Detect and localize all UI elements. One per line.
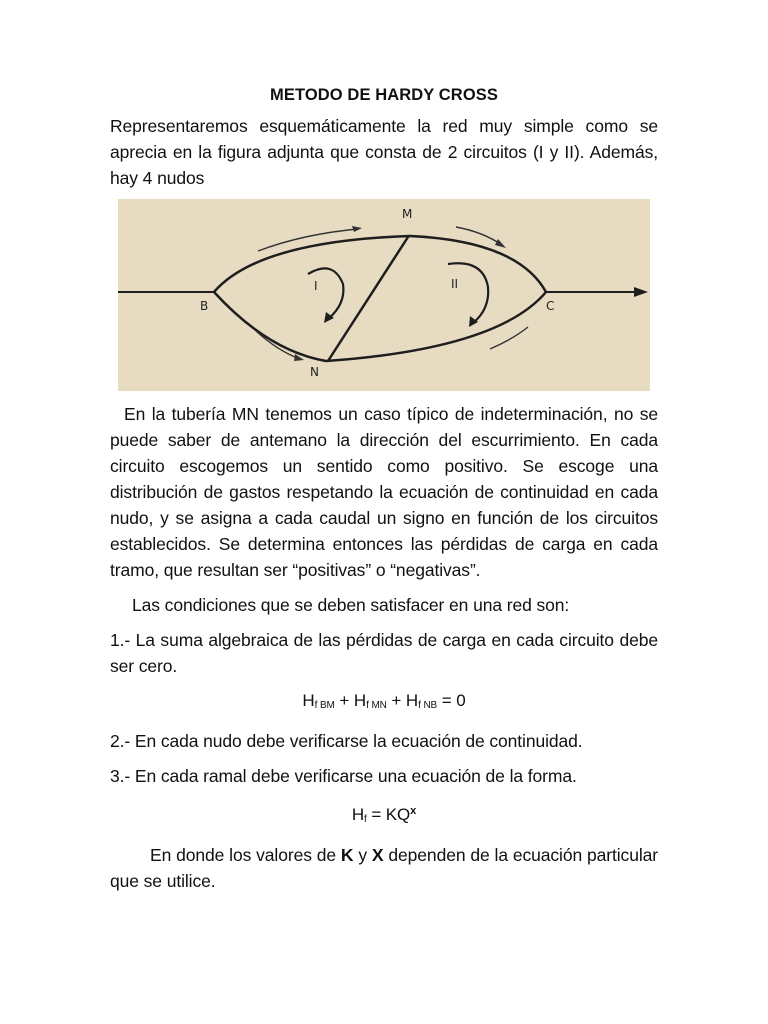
- network-figure: [118, 199, 650, 391]
- outlet-arrowhead: [634, 287, 648, 297]
- lower-pipe: [214, 292, 546, 361]
- conditions-intro: Las condiciones que se deben satisfacer en una red son:: [132, 595, 570, 615]
- pipe-mn: [328, 237, 408, 361]
- node-b-label: B: [200, 299, 209, 313]
- indeterminacy-paragraph: En la tubería MN tenemos un caso típico de indeterminación, no se puede saber de antemano la dirección del escurrimiento. En cada circuito escogemos un sentido como positivo. Se escoge una distribución de gastos respetando la ecuación de continuidad en cada nudo, y se asigna a cada caudal un signo en función de los circuitos establecidos. Se determina entonces las pérdidas de carga en cada tramo, que resultan ser “positivas” o “negativas”.: [110, 404, 658, 580]
- circuit-ii-loop: [448, 263, 488, 323]
- circuit-i-loop: [308, 268, 343, 319]
- circuit-ii-label: II: [451, 277, 459, 291]
- node-m-label: M: [402, 207, 413, 221]
- node-c-label: C: [546, 299, 555, 313]
- equation-branch: $H_f = KQ^x$: [351, 805, 417, 825]
- condition-1: 1.- La suma algebraica de las pérdidas de carga en cada circuito debe ser cero.: [110, 630, 658, 676]
- condition-3: 3.- En cada ramal debe verificarse una ecuación de la forma.: [110, 766, 577, 786]
- document-page: [110, 86, 658, 894]
- final-paragraph: En donde los valores de K y X dependen de la ecuación particular que se utilice.: [110, 845, 658, 891]
- document-title: METODO DE HARDY CROSS: [270, 86, 498, 104]
- circuit-i-label: I: [314, 279, 318, 293]
- flow-arrow-lower-right: [490, 327, 528, 349]
- equation-head-loss-sum: $H_{f BM} + H_{f MN} + H_{f NB} = 0$: [302, 691, 466, 711]
- pipe-network-diagram: [118, 199, 650, 391]
- node-n-label: N: [310, 365, 319, 379]
- condition-2: 2.- En cada nudo debe verificarse la ecuación de continuidad.: [110, 731, 583, 751]
- intro-paragraph: Representaremos esquemáticamente la red muy simple como se aprecia en la figura adjunta que consta de 2 circuitos (I y II). Además, hay 4 nudos: [110, 116, 658, 188]
